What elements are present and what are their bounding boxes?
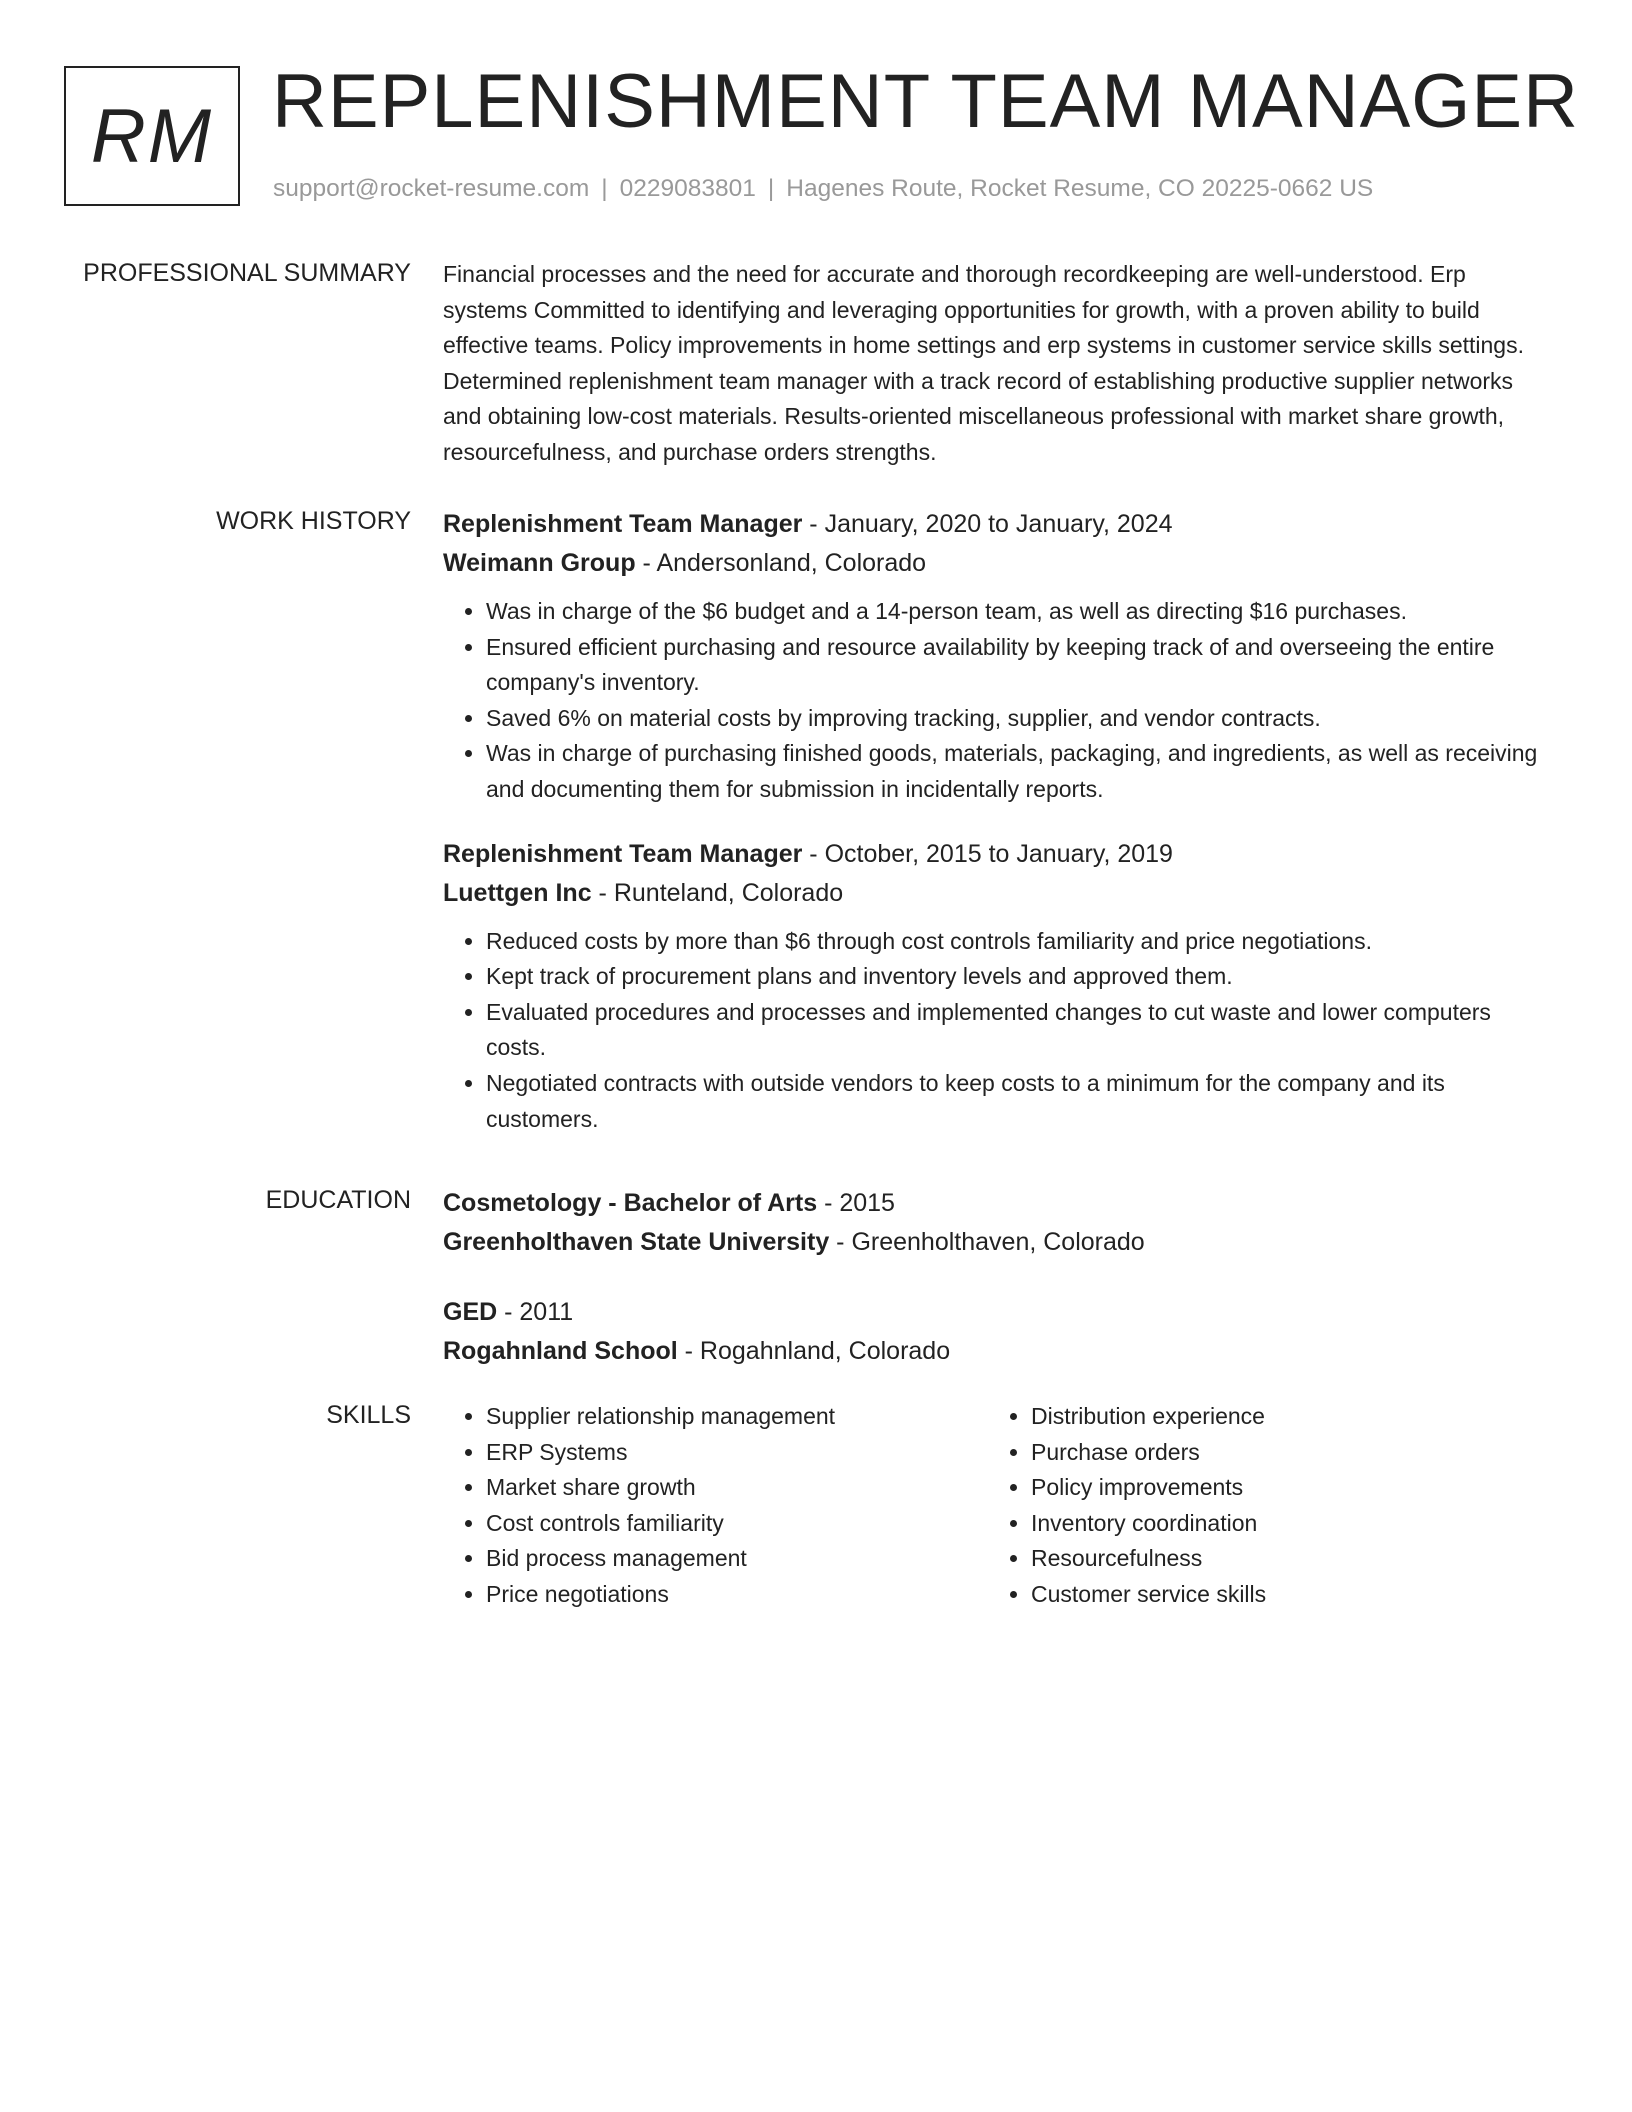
job-company: Weimann Group bbox=[443, 549, 636, 577]
job-bullet: • Ensured efficient purchasing and resource availability by keeping track of and overseeing the entire company's inventory. bbox=[486, 630, 1539, 701]
skill-item: • Policy improvements bbox=[1031, 1470, 1533, 1506]
job-title-line bbox=[443, 505, 1539, 544]
section-heading-skills: SKILLS bbox=[326, 1401, 411, 1429]
job-entry bbox=[443, 505, 1539, 808]
skill-item: • Distribution experience bbox=[1031, 1399, 1533, 1435]
education-entry bbox=[443, 1293, 1539, 1371]
skills-list bbox=[443, 1399, 988, 1613]
job-bullet: • Kept track of procurement plans and inventory levels and approved them. bbox=[486, 959, 1539, 995]
skill-item: • Inventory coordination bbox=[1031, 1506, 1533, 1542]
job-title: Replenishment Team Manager bbox=[443, 510, 803, 538]
education-school: Rogahnland School bbox=[443, 1337, 678, 1365]
job-company-line bbox=[443, 874, 1539, 913]
resume-name-title: REPLENISHMENT TEAM MANAGER bbox=[272, 59, 1579, 144]
job-bullet: • Reduced costs by more than $6 through cost controls familiarity and price negotiations. bbox=[486, 924, 1539, 960]
section-heading-summary: PROFESSIONAL SUMMARY bbox=[83, 259, 411, 287]
monogram-logo: RM bbox=[64, 66, 240, 206]
job-title-line bbox=[443, 835, 1539, 874]
section-heading-education: EDUCATION bbox=[265, 1186, 411, 1214]
education-degree-line bbox=[443, 1184, 1539, 1223]
job-entry bbox=[443, 835, 1539, 1138]
education-location: - Greenholthaven, Colorado bbox=[829, 1228, 1145, 1256]
education-body bbox=[443, 1184, 1539, 1371]
job-company: Luettgen Inc bbox=[443, 878, 592, 907]
contact-separator: | bbox=[601, 175, 608, 202]
job-title: Replenishment Team Manager bbox=[443, 839, 803, 868]
job-location: - Runteland, Colorado bbox=[591, 878, 844, 907]
education-degree-line bbox=[443, 1293, 1539, 1332]
job-bullet: • Was in charge of the $6 budget and a 14-person team, as well as directing $16 purchases. bbox=[486, 594, 1539, 630]
education-year: - 2015 bbox=[817, 1189, 895, 1217]
education-degree: GED bbox=[443, 1298, 498, 1326]
education-school: Greenholthaven State University bbox=[443, 1228, 830, 1256]
job-bullets bbox=[443, 594, 1539, 808]
section-heading-work-history: WORK HISTORY bbox=[216, 507, 411, 535]
job-company-line bbox=[443, 544, 1539, 583]
skill-item: • Price negotiations bbox=[486, 1577, 988, 1613]
contact-address: Hagenes Route, Rocket Resume, CO 20225-0662 US bbox=[786, 175, 1374, 202]
education-school-line bbox=[443, 1332, 1539, 1371]
skills-body bbox=[443, 1399, 1539, 1613]
job-bullet: • Negotiated contracts with outside vendors to keep costs to a minimum for the company and its customers. bbox=[486, 1066, 1539, 1137]
skill-item: • Purchase orders bbox=[1031, 1435, 1533, 1471]
job-dates: - January, 2020 to January, 2024 bbox=[802, 510, 1173, 538]
skill-item: • ERP Systems bbox=[486, 1435, 988, 1471]
job-bullets bbox=[443, 924, 1539, 1138]
skill-item: • Supplier relationship management bbox=[486, 1399, 988, 1435]
skills-columns bbox=[443, 1399, 1539, 1613]
job-bullet: • Evaluated procedures and processes and implemented changes to cut waste and lower computers costs. bbox=[486, 995, 1539, 1066]
job-location: - Andersonland, Colorado bbox=[635, 549, 927, 577]
job-bullet: • Was in charge of purchasing finished goods, materials, packaging, and ingredients, as well as receiving and documenting them for submission in incidentally reports. bbox=[486, 736, 1539, 807]
education-location: - Rogahnland, Colorado bbox=[677, 1337, 951, 1365]
skill-item: • Cost controls familiarity bbox=[486, 1506, 988, 1542]
education-entry bbox=[443, 1184, 1539, 1262]
summary-body bbox=[443, 257, 1539, 471]
skill-item: • Customer service skills bbox=[1031, 1577, 1533, 1613]
contact-separator: | bbox=[767, 175, 775, 202]
work-history-body bbox=[443, 505, 1539, 1137]
contact-phone[interactable]: 0229083801 bbox=[619, 175, 756, 202]
skill-item: • Resourcefulness bbox=[1031, 1541, 1533, 1577]
summary-text: Financial processes and the need for accurate and thorough recordkeeping are well-understood. Erp systems Committed to identifying and leveraging opportunities for growth, with a proven ability to build effective teams. Policy improvements in home settings and erp systems in customer service skills settings. Determined replenishment team manager with a track record of establishing productive supplier networks and obtaining low-cost materials. Results-oriented miscellaneous professional with market share growth, resourcefulness, and purchase orders strengths. bbox=[443, 261, 1524, 465]
skill-item: • Bid process management bbox=[486, 1541, 988, 1577]
contact-email[interactable]: support@rocket-resume.com bbox=[273, 175, 590, 202]
job-bullet: • Saved 6% on material costs by improving tracking, supplier, and vendor contracts. bbox=[486, 701, 1539, 737]
education-degree: Cosmetology - Bachelor of Arts bbox=[443, 1189, 818, 1217]
skills-list bbox=[988, 1399, 1533, 1613]
education-year: - 2011 bbox=[497, 1298, 574, 1326]
job-dates: - October, 2015 to January, 2019 bbox=[802, 839, 1173, 868]
skills-column-left bbox=[443, 1399, 988, 1613]
skill-item: • Market share growth bbox=[486, 1470, 988, 1506]
education-school-line bbox=[443, 1223, 1539, 1262]
contact-line bbox=[273, 174, 1373, 204]
skills-column-right bbox=[988, 1399, 1533, 1613]
